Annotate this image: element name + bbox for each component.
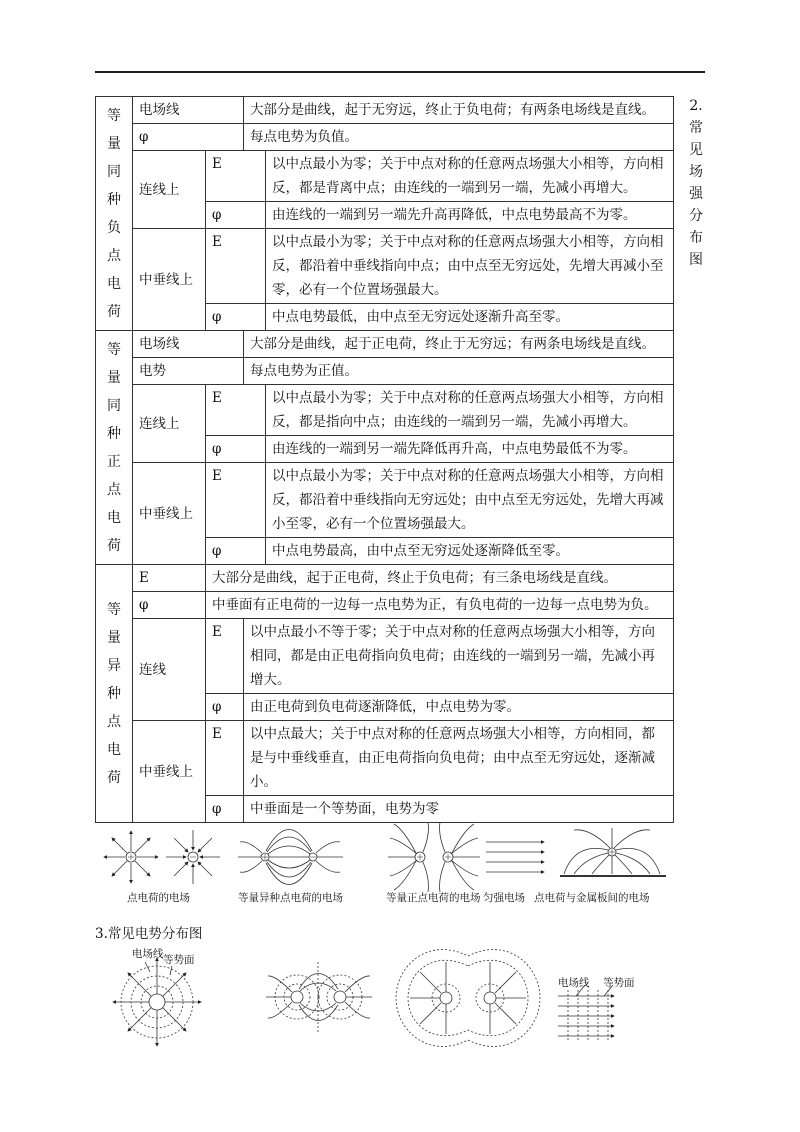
caption-uniform: 匀强电场 — [483, 892, 525, 904]
point-charge-figure-neg — [166, 830, 220, 884]
like-charges-figure — [388, 822, 480, 892]
uniform-potential-figure — [558, 985, 614, 1042]
table-row: 中垂线上 E 以中点最小为零；关于中点对称的任意两点场强大小相等，方向相反，都沿着中垂线指向中点；由中点至无穷远处，先增大再减小至零，必有一个位置场强最大。 — [96, 229, 674, 304]
label-field-line-d: 电场线 — [558, 977, 590, 989]
table-row: 等 量 异 种 点 电 荷 E 大部分是曲线，起于正电荷，终止于负电荷；有三条电场线是直线。 — [96, 565, 674, 592]
table-row: φ 由连线的一端到另一端先升高再降低，中点电势最高不为零。 — [96, 202, 674, 229]
table-row: φ 由正电荷到负电荷逐渐降低，中点电势为零。 — [96, 694, 674, 721]
table-row: 等 量 同 种 正 点 电 荷 电场线 大部分是曲线，起于正电荷，终止于无穷远；有两条电场线是直线。 — [96, 331, 674, 358]
caption-point-charge: 点电荷的电场 — [127, 892, 190, 904]
table-row: 连线上 E 以中点最小为零；关于中点对称的任意两点场强大小相等，方向相反，都是指向中点；由连线的一端到另一端，先减小再增大。 — [96, 385, 674, 436]
caption-dipole: 等量异种点电荷的电场 — [238, 892, 343, 904]
group-title: 等 量 同 种 正 点 电 荷 — [96, 331, 133, 565]
table-row: 等 量 同 种 负 点 电 荷 电场线 大部分是曲线，起于无穷远，终止于负电荷；有两条电场线是直线。 — [96, 97, 674, 124]
table-row: 中垂线上 E 以中点最小为零；关于中点对称的任意两点场强大小相等，方向相反，都沿着中垂线指向无穷远处；由中点至无穷远处，先增大再减小至零，必有一个位置场强最大。 — [96, 463, 674, 538]
table-row: 电势 每点电势为正值。 — [96, 358, 674, 385]
point-charge-figure-pos — [104, 831, 158, 883]
charge-plate-figure — [560, 828, 666, 876]
point-potential-figure — [113, 958, 201, 1046]
header-rule — [95, 71, 705, 73]
side-heading: 2. 常 见 场 强 分 布 图 — [689, 98, 703, 268]
table-row: 连线上 E 以中点最小为零；关于中点对称的任意两点场强大小相等，方向相反，都是背离中点；由连线的一端到另一端，先减小再增大。 — [96, 151, 674, 202]
table-row: φ 中点电势最高，由中点至无穷远处逐渐降低至零。 — [96, 538, 674, 565]
caption-charge-plate: 点电荷与金属板间的电场 — [534, 892, 650, 904]
table-row: φ 中垂面是一个等势面，电势为零 — [96, 796, 674, 823]
caption-like-charges: 等量正点电荷的电场 — [386, 892, 481, 904]
label-field-line-a: 电场线 — [132, 948, 164, 960]
dipole-field-figure — [238, 830, 343, 885]
table-row: 中垂线上 E 以中点最大；关于中点对称的任意两点场强大小相等，方向相同，都是与中垂线垂直，由正电荷指向负电荷；由中点至无穷远处，逐渐减小。 — [96, 721, 674, 796]
table-row: φ 每点电势为负值。 — [96, 124, 674, 151]
label-equipotential-d: 等势面 — [603, 977, 635, 989]
section3-title: 3.常见电势分布图 — [95, 926, 203, 942]
uniform-field-figure — [486, 842, 544, 872]
label-equipotential-a: 等势面 — [163, 954, 195, 966]
table-row: φ 中点电势最低，由中点至无穷远处逐渐升高至零。 — [96, 304, 674, 331]
dipole-potential-figure — [266, 962, 372, 1034]
table-row: φ 由连线的一端到另一端先降低再升高，中点电势最低不为零。 — [96, 436, 674, 463]
like-potential-figure — [396, 950, 540, 1047]
table-row: φ 中垂面有正电荷的一边每一点电势为正，有负电荷的一边每一点电势为负。 — [96, 592, 674, 619]
group-title: 等 量 异 种 点 电 荷 — [96, 565, 133, 823]
group-title: 等 量 同 种 负 点 电 荷 — [96, 97, 133, 331]
table-row: 连线 E 以中点最小不等于零；关于中点对称的任意两点场强大小相等，方向相同，都是由正电荷指向负电荷；由连线的一端到另一端，先减小再增大。 — [96, 619, 674, 694]
charge-field-table — [95, 96, 674, 823]
